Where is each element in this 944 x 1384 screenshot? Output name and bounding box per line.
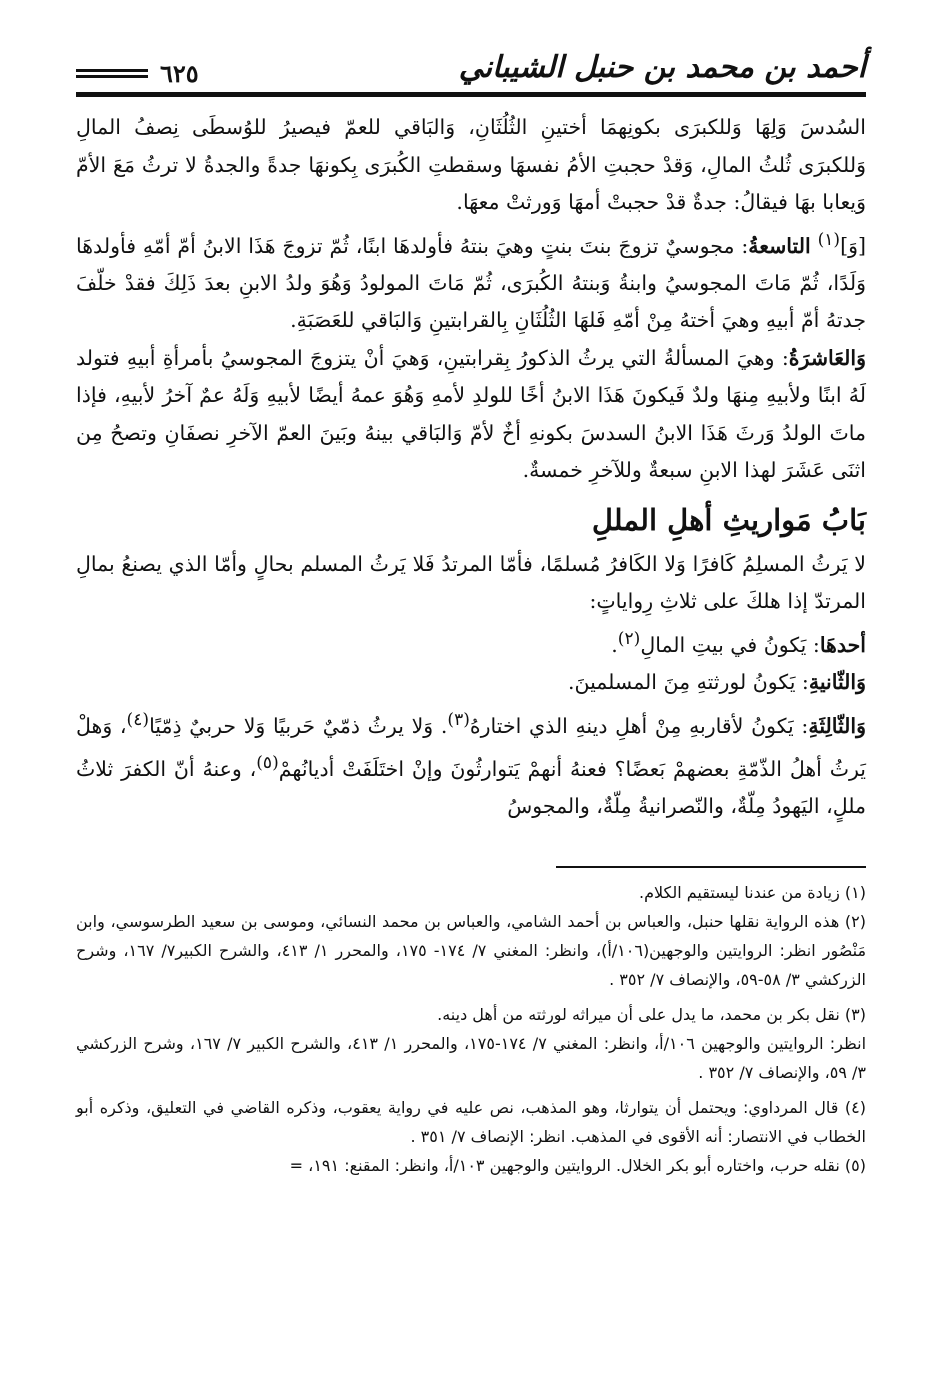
footnote-separator	[556, 866, 866, 868]
paragraph-1: السُدسَ وَلِهَا وَللكبرَى بكونِهمَا أختينِ الثُلُثَانِ، وَالبَاقي للعمّ فيصيرُ للوُسطَى نِصفُ المالِ وَللكبرَى ثُلثُ المالِ، وَقدْ حجبتِ الأمُ نفسهَا وسقطتِ الكُبرَى بِكونهَا جدةً والجدةُ لا ترثُ مَعَ الأمّ وَيعابا بهَا فيقالُ: جدةٌ قدْ حجبتْ أمهَا وَورثتْ معهَا.	[76, 115, 866, 214]
running-title: أحمد بن محمد بن حنبل الشيباني	[458, 50, 866, 85]
paragraph-first-text: : يَكونُ في بيتِ المالِ	[640, 632, 820, 657]
footnote-ref-4: (٤)	[126, 709, 150, 730]
paragraph-first-narration	[76, 621, 866, 664]
document-page	[76, 40, 866, 1180]
paragraph-third-text-d: ، وعنهُ أنّ الكفرَ ثلاثُ مللٍ، اليَهودُ مِلّةٌ، والنّصرانيةُ مِلّةٌ، والمجوسُ	[76, 756, 866, 819]
paragraph-section-intro: لا يَرثُ المسلِمُ كَافرًا وَلا الكَافرُ مُسلمًا، فأمّا المرتدُ فَلا يَرثُ المسلم بحالٍ وأمّا الذي يصنعُ بمالِ المرتدّ إذا هلكَ على ثلاثِ رِواياتٍ:	[76, 551, 866, 614]
footnote-ref-1: (١)	[817, 229, 841, 250]
paragraph-third-text-a: : يَكونُ لأقاربهِ مِنْ أهلِ دينهِ الذي اختارهُ	[469, 713, 809, 738]
paragraph-third-text-c: ، وَهلْ يَرثُ أهلُ الذّمّةِ بعضهمْ بَعضًا؟ فعنهُ أنهمْ يَتوارثُونَ وإنْ اختَلَفَتْ أديانُهمْ	[76, 713, 867, 781]
footnote-2: (٢) هذه الرواية نقلها حنبل، والعباس بن أحمد الشامي، والعباس بن محمد النسائي، وموسى بن سعيد الطرسوسي، وابن مَنْصُور انظر: الروايتين والوجهين(١٠٦/أ)، وانظر: المغني ٧/ ١٧٤- ١٧٥، والمحرر ١/ ٤١٣، والشرح الكبير٧/ ١٦٧، وشرح الزركشي ٣/ ٥٨-٥٩، والإنصاف ٧/ ٣٥٢ .	[76, 911, 867, 989]
section-title: بَابُ مَواريثِ أهلِ المللِ	[591, 502, 866, 537]
paragraph-third-narration	[76, 702, 866, 826]
paragraph-second-narration	[76, 664, 866, 702]
page-header	[76, 40, 866, 88]
footnotes	[76, 878, 866, 1180]
footnote-5: (٥) نقله حرب، واختاره أبو بكر الخلال. الروايتين والوجهين ١٠٣/أ، وانظر: المقنع: ١٩١، =	[289, 1155, 866, 1175]
paragraph-second-text: : يَكونُ لورثتهِ مِنَ المسلمينَ.	[567, 670, 809, 695]
term-ninth: التاسعةُ	[748, 233, 811, 258]
page-number-group	[76, 59, 199, 88]
paragraph-ninth-text: : مجوسيٌ تزوجَ بنتَ بنتٍ وهيَ بنتهُ فأولدهَا ابنًا، ثُمّ تزوجَ هَذَا الابنُ أمّ أمّهِ فأولدهَا وَلَدًا، ثُمّ مَاتَ المجوسيُ وابنةُ وَبنتهُ الكُبرَى، ثُمّ مَاتَ المولودُ وَهُوَ ولدُ الابنِ بعدَ ذَلِكَ فقدْ خلّفَ جدتهُ أمّ أبيهِ وهيَ أختهُ مِنْ أمّهِ فَلهَا الثُلُثَانِ بِالقرابتينِ وَالبَاقي للعَصَبَةِ.	[76, 233, 866, 333]
footnote-1: (١) زيادة من عندنا ليستقيم الكلام.	[639, 882, 866, 902]
main-text	[76, 109, 866, 826]
bracket-insert: [وَ]	[840, 233, 866, 258]
header-rule	[76, 92, 866, 97]
footnote-3: (٣) نقل بكر بن محمد، ما يدل على أن ميراثه لورثته من أهل دينه.	[437, 1004, 866, 1024]
footnote-3-continued: انظر: الروايتين والوجهين ١٠٦/أ، وانظر: المغني ٧/ ١٧٤-١٧٥، والمحرر ١/ ٤١٣، والشرح الكبير ٧/ ١٦٧، وشرح الزركشي ٣/ ٥٩، والإنصاف ٧/ ٣٥٢ .	[76, 1033, 867, 1082]
paragraph-tenth-text: : وهيَ المسألةُ التي يرثُ الذكورُ بِقرابتينِ، وَهيَ أنْ يتزوجَ المجوسيُ بأمرأةِ أبيهِ فتولد لَهُ ابنًا ولأبيهِ مِنهَا ولدٌ فَيكونَ هَذَا الابنُ أخًا للولدِ لأمهِ وَهُوَ عمهُ أيضًا لأبيهِ وَلَهُ عمٌ آخرُ لأبيهِ، فإذا ماتَ الولدُ وَرثَ هَذَا الابنُ السدسَ بكونهِ أخٌ لأمّ وَالبَاقي بينهُ وبَينَ العمّ الآخرِ نصفَانِ وتصحُ مِن اثنَى عَشَرَ لهذا الابنِ سبعةٌ وللآخرِ خمسةٌ.	[76, 345, 866, 483]
footnote-ref-2: (٢)	[617, 628, 641, 649]
term-third: وَالثّالِثَةِ	[808, 713, 867, 738]
period: .	[611, 632, 618, 657]
term-first: أحدهَا	[819, 632, 866, 657]
footnote-ref-3: (٣)	[447, 709, 470, 730]
paragraph-ninth	[76, 222, 866, 340]
footnote-ref-5: (٥)	[256, 752, 279, 773]
paragraph-tenth	[76, 340, 866, 490]
term-second: وَالثّانيةِ	[808, 670, 866, 695]
footnote-4: (٤) قال المرداوي: ويحتمل أن يتوارثا، وهو المذهب، نص عليه في رواية يعقوب، وذكره القاضي في التعليق، وذكره أبو الخطاب في الانتصار: أنه الأقوى في المذهب. انظر: الإنصاف ٧/ ٣٥١ .	[76, 1097, 866, 1146]
term-tenth: وَالعَاشرَةُ	[788, 345, 866, 370]
page-number-ornament	[76, 69, 148, 78]
page-number: ٦٢٥	[160, 59, 199, 88]
paragraph-third-text-b: . وَلا يرثُ ذمّيٌ حَربيًا وَلا حربيٌ ذِمّيًا	[149, 713, 448, 738]
